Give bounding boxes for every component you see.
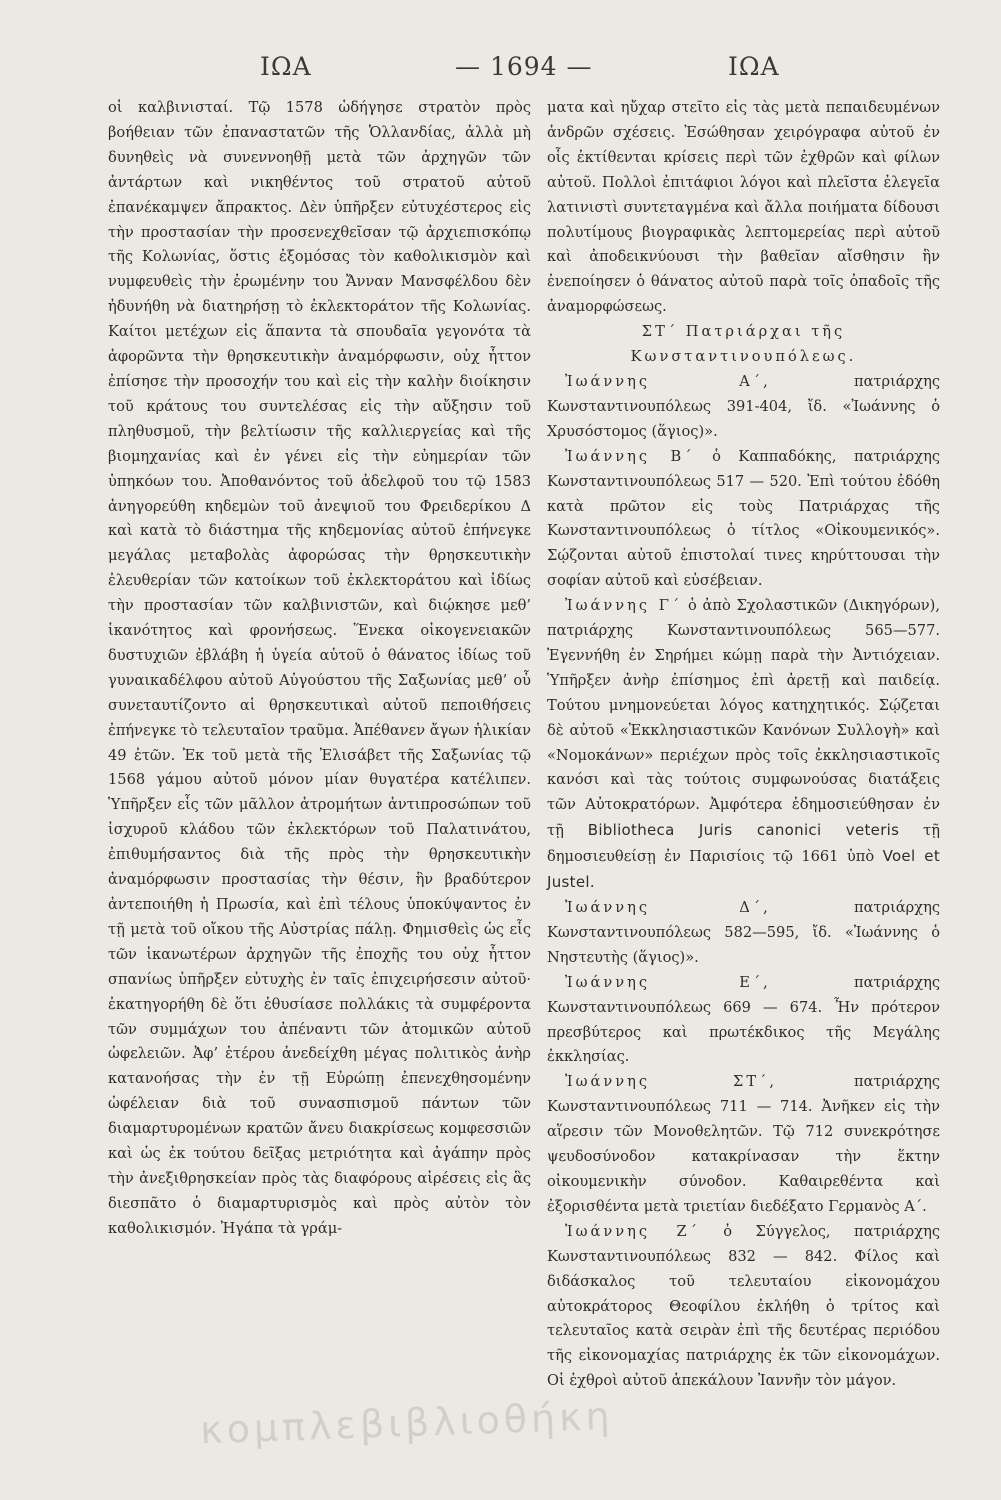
entry-text: , πατριάρχης Κωνσταντινουπόλεως 711 — 714. Ἀνῆκεν εἰς τὴν αἵρεσιν τῶν Μονοθελητῶν. Τῷ 712 συνεκρότησε ψευδοσύνοδον κατακρίνασαν τὴν ἕκτην οἰκουμενικὴν σύνοδον. Καθαιρεθέντα καὶ ἐξορισθέντα μετὰ τριετίαν διεδέξατο Γερμανὸς Α΄.	[547, 1073, 940, 1215]
entry-ioannes-6	[547, 1070, 940, 1219]
entry-name: Ἰωάννης Ζ΄	[565, 1222, 700, 1240]
entry-latin-title: Bibliotheca Juris canonici veteris	[587, 821, 900, 840]
entry-text: ὁ Καππαδόκης, πατριάρχης Κωνσταντινουπόλεως 517 — 520. Ἐπὶ τούτου ἐδόθη κατὰ πρῶτον εἰς τοὺς Πατριάρχας τῆς Κωνσταντινουπόλεως ὁ τίτλος «Οἰκουμενικός». Σῴζονται αὐτοῦ ἐπιστολαί τινες κηρύττουσαι τὴν σοφίαν αὐτοῦ καὶ εὐσέβειαν.	[547, 447, 941, 590]
page-number: — 1694 —	[455, 52, 593, 81]
entry-text: , πατριάρχης Κωνσταντινουπόλεως 669 — 674. Ἦν πρότερον πρεσβύτερος καὶ πρωτέκδικος τῆς Μεγάλης ἐκκλησίας.	[547, 973, 940, 1066]
entry-name: Ἰωάννης Γ΄	[565, 597, 683, 615]
entry-text: ὁ Σύγγελος, πατριάρχης Κωνσταντινουπόλεως 832 — 842. Φίλος καὶ διδάσκαλος τοῦ τελευταίου εἰκονομάχου αὐτοκράτορος Θεοφίλου ἐκλήθη ὁ τρίτος καὶ τελευταῖος κατὰ σειρὰν ἐπὶ τῆς δευτέρας περιόδου τῆς εἰκονομαχίας πατριάρχης ἐκ τῶν εἰκονομάχων. Οἱ ἐχθροὶ αὐτοῦ ἀπεκάλουν Ἰαννῆν τὸν μάγον.	[547, 1222, 940, 1390]
entry-name: Ἰωάννης Ε΄	[565, 973, 764, 991]
entry-ioannes-7	[547, 1220, 940, 1394]
entry-latin-editors: Voel et Justel	[547, 847, 940, 892]
header-right-keyword: ΙΩΑ	[728, 52, 780, 81]
library-watermark: κομπλεβιβλιοθήκη	[199, 1393, 615, 1453]
entry-text: , πατριάρχης Κωνσταντινουπόλεως 391-404, ἴδ. «Ἰωάννης ὁ Χρυσόστομος (ἅγιος)».	[547, 372, 941, 440]
right-column-continuation: ματα καὶ ηὔχαρ στεῖτο εἰς τὰς μετὰ πεπαιδευμένων ἀνδρῶν σχέσεις. Ἐσώθησαν χειρόγραφα αὐτοῦ ἐν οἷς ἐκτίθενται κρίσεις περὶ τῶν ἐχθρῶν καὶ φίλων αὐτοῦ. Πολλοὶ ἐπιτάφιοι λόγοι καὶ πλεῖστα ἐλεγεῖα λατινιστὶ συντεταγμένα καὶ ἄλλα ποιήματα δίδουσι πολυτίμους βιογραφικὰς λεπτομερείας περὶ αὐτοῦ καὶ ἀποδεικνύουσι τὴν βαθεῖαν αἴσθησιν ἣν ἐνεποίησεν ὁ θάνατος αὐτοῦ παρὰ τοῖς ὀπαδοῖς τῆς ἀναμορφώσεως.	[547, 99, 940, 316]
header-left-keyword: ΙΩΑ	[260, 52, 312, 81]
section-heading: ΣΤ΄ Πατριάρχαι τῆς Κωνσταντινουπόλεως.	[630, 323, 857, 366]
running-head	[110, 52, 940, 92]
left-column-text: οἱ καλβινισταί. Τῷ 1578 ὡδήγησε στρατὸν πρὸς βοήθειαν τῶν ἐπαναστατῶν τῆς Ὁλλανδίας, ἀλλὰ μὴ δυνηθεὶς νὰ συνεννοηθῇ μετὰ τῶν ἀρχηγῶν τῶν ἀντάρτων καὶ νικηθέντος τοῦ στρατοῦ αὐτοῦ ἐπανέκαμψεν ἄπρακτος. Δὲν ὑπῆρξεν εὐτυχέστερος εἰς τὴν προστασίαν τὴν προσενεχθεῖσαν τῷ ἀρχιεπισκόπῳ τῆς Κολωνίας, ὅστις ἐξομόσας τὸν καθολικισμὸν καὶ νυμφευθεὶς τὴν ἐρωμένην του Ἄνναν Μανσφέλδου δὲν ἠδυνήθη νὰ διατηρήσῃ τὸ ἐκλεκτοράτον τῆς Κολωνίας. Καίτοι μετέχων εἰς ἅπαντα τὰ σπουδαῖα γεγονότα τὰ ἀφορῶντα τὴν θρησκευτικὴν ἀναμόρφωσιν, οὐχ ἧττον ἐπίσησε τὴν προσοχήν του καὶ εἰς τὴν καλὴν διοίκησιν τοῦ κράτους του συντελέσας εἰς τὴν αὔξησιν τοῦ πληθυσμοῦ, τὴν βελτίωσιν τῆς καλλιεργείας καὶ τῆς βιομηχανίας καὶ ἐν γένει εἰς τὴν εὐημερίαν τῶν ὑπηκόων του. Ἀποθανόντος τοῦ ἀδελφοῦ του τῷ 1583 ἀνηγορεύθη κηδεμὼν τοῦ ἀνεψιοῦ του Φρειδερίκου Δ καὶ κατὰ τὸ διάστημα τῆς κηδεμονίας αὐτοῦ ἐπήνεγκε μεγάλας μεταβολὰς ἀφορώσας τὴν θρησκευτικὴν ἐλευθερίαν τῶν κατοίκων τοῦ ἐκλεκτοράτου καὶ ἰδίως τὴν προστασίαν τῶν καλβινιστῶν, καὶ διῴκησε μεθ’ ἱκανότητος καὶ φρονήσεως. Ἕνεκα οἰκογενειακῶν δυστυχιῶν ἐβλάβη ἡ ὑγεία αὐτοῦ ὁ θάνατος ἰδίως τοῦ γυναικαδέλφου αὐτοῦ Αὐγούστου τῆς Σαξωνίας μεθ’ οὗ συνεταυτίζοντο αἱ θρησκευτικαὶ αὐτοῦ πεποιθήσεις ἐπήνεγκε τὸ τελευταῖον τραῦμα. Ἀπέθανεν ἄγων ἡλικίαν 49 ἐτῶν. Ἐκ τοῦ μετὰ τῆς Ἐλισάβετ τῆς Σαξωνίας τῷ 1568 γάμου αὐτοῦ μόνον μίαν θυγατέρα κατέλιπεν. Ὑπῆρξεν εἷς τῶν μᾶλλον ἀτρομήτων ἀντιπροσώπων τοῦ ἰσχυροῦ κλάδου τῶν ἐκλεκτόρων τοῦ Παλατινάτου, ἐπιθυμήσαντος διὰ τῆς πρὸς τὴν θρησκευτικὴν ἀναμόρφωσιν προστασίας τὴν θέσιν, ἣν βραδύτερον ἀντεποιήθη ἡ Πρωσία, καὶ ἐπὶ τέλους ὑποκύψαντος ἐν τῇ μετὰ τοῦ οἴκου τῆς Αὐστρίας πάλῃ. Φημισθεὶς ὡς εἷς τῶν ἱκανωτέρων ἀρχηγῶν τῆς ἐποχῆς του οὐχ ἧττον σπανίως ὑπῆρξεν εὐτυχὴς ἐν ταῖς ἐπιχειρήσεσιν αὐτοῦ· ἐκατηγορήθη δὲ ὅτι ἐθυσίασε πολλάκις τὰ συμφέροντα τῶν συμμάχων του ἀπέναντι τῶν ἀτομικῶν αὐτοῦ ὠφελειῶν. Ἀφ’ ἑτέρου ἀνεδείχθη μέγας πολιτικὸς ἀνὴρ κατανοήσας τὴν ἐν τῇ Εὐρώπῃ ἐπενεχθησομένην ὠφέλειαν διὰ τοῦ συνασπισμοῦ πάντων τῶν διαμαρτυρομένων κρατῶν ἄνευ διακρίσεως κομφεσσιῶν καὶ ὡς ἐκ τούτου δεῖξας μετριότητα καὶ ἀγάπην πρὸς τὴν ἀνεξιθρησκείαν πρὸς τὰς διαφόρους αἱρέσεις εἰς ἃς διεσπᾶτο ὁ διαμαρτυρισμὸς καὶ πρὸς αὐτὸν τὸν καθολικισμόν. Ἠγάπα τὰ γράμ-	[108, 99, 531, 1237]
entry-name: Ἰωάννης Δ΄	[565, 899, 764, 916]
entry-text: , πατριάρχης Κωνσταντινουπόλεως 582—595, ἴδ. «Ἰωάννης ὁ Νηστευτὴς (ἅγιος)».	[547, 899, 941, 966]
entry-name: Ἰωάννης Α΄	[565, 372, 764, 390]
right-column	[547, 96, 940, 1394]
entry-name: Ἰωάννης ΣΤ΄	[565, 1073, 770, 1091]
entry-ioannes-4	[547, 896, 940, 971]
entry-text: τῇ δημοσιευθείσῃ ἐν Παρισίοις τῷ 1661 ὑπὸ	[547, 822, 940, 866]
entry-text: ὁ ἀπὸ Σχολαστικῶν (Δικηγόρων), πατριάρχης Κωνσταντινουπόλεως 565—577. Ἐγεννήθη ἐν Σηρήμει κώμῃ παρὰ τὴν Ἀντιόχειαν. Ὑπῆρξεν ἀνὴρ ἐπίσημος ἐπὶ ἀρετῇ καὶ παιδείᾳ. Τούτου μνημονεύεται λόγος κατηχητικός. Σῴζεται δὲ αὐτοῦ «Ἐκκλησιαστικῶν Κανόνων Συλλογὴ» καὶ «Νομοκάνων» περιέχων πρὸς τοῖς ἐκκλησιαστικοῖς κανόσι καὶ τὰς τούτοις συμφωνούσας διατάξεις τῶν Αὐτοκρατόρων. Ἀμφότερα ἐδημοσιεύθησαν ἐν τῇ	[547, 597, 940, 840]
entry-ioannes-2	[547, 445, 940, 594]
entry-ioannes-3	[547, 594, 940, 896]
entry-ioannes-1	[547, 370, 940, 445]
entry-name: Ἰωάννης Β΄	[565, 447, 695, 465]
left-column	[108, 96, 531, 1242]
entry-ioannes-5	[547, 971, 940, 1071]
entry-text-end: .	[589, 874, 595, 892]
